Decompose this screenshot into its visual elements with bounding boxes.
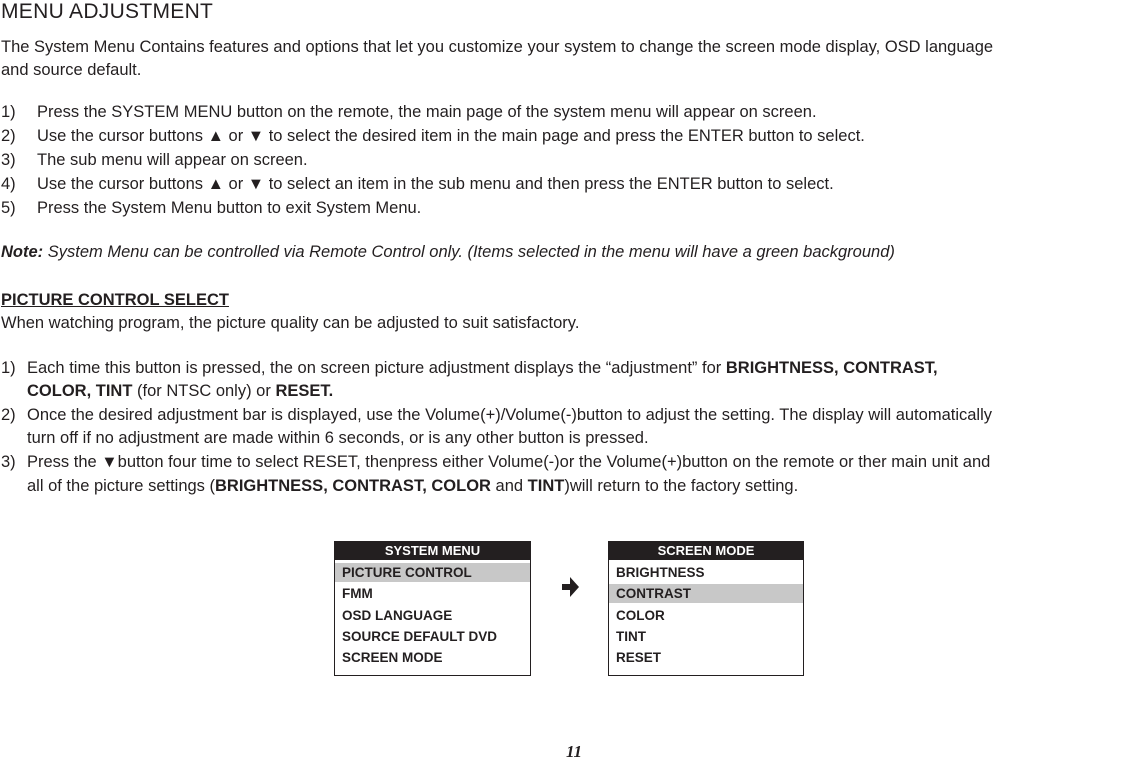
system-menu-header: SYSTEM MENU: [335, 542, 530, 560]
section-heading: PICTURE CONTROL SELECT: [1, 291, 229, 309]
picture-step-2: 2) Once the desired adjustment bar is displayed, use the Volume(+)/Volume(-)button to adjust the setting. The display will automatically: [1, 406, 993, 424]
step-2: 2) Use the cursor buttons ▲ or ▼ to select the desired item in the main page and press the ENTER button to select.: [1, 127, 865, 145]
screen-mode-item-color[interactable]: COLOR: [616, 608, 665, 623]
screen-mode-item-tint[interactable]: TINT: [616, 629, 646, 644]
step-3: [1, 150, 308, 170]
section-intro: When watching program, the picture quality can be adjusted to suit satisfactory.: [1, 314, 580, 332]
step-text: Press the System Menu button to exit System Menu.: [37, 199, 422, 217]
system-menu-item-picture-control[interactable]: PICTURE CONTROL: [335, 563, 530, 582]
screen-mode-item-brightness[interactable]: BRIGHTNESS: [616, 565, 705, 580]
step-number: 5): [1, 199, 16, 217]
step-1: [1, 102, 817, 122]
step-number: 2): [1, 127, 16, 145]
note: [1, 242, 895, 262]
down-arrow-icon: ▼: [247, 127, 265, 145]
picture-step-1: 1) Each time this button is pressed, the on screen picture adjustment displays the “adjustment” for BRIGHTNESS, CONTRAST,: [1, 359, 938, 377]
right-arrow-icon: [560, 575, 580, 599]
picture-step-2-cont: turn off if no adjustment are made within 6 seconds, or is any other button is pressed.: [27, 429, 649, 447]
note-label: Note:: [1, 243, 44, 261]
step-number: 1): [1, 103, 16, 121]
step-number: 4): [1, 175, 16, 193]
system-menu-panel: [334, 541, 531, 676]
screen-mode-panel: [608, 541, 804, 676]
step-text: The sub menu will appear on screen.: [37, 151, 308, 169]
intro-line-1: The System Menu Contains features and options that let you customize your system to change the screen mode display, OSD language: [1, 38, 994, 56]
screen-mode-header: SCREEN MODE: [609, 542, 803, 560]
picture-step-3-cont: all of the picture settings (BRIGHTNESS, CONTRAST, COLOR and TINT)will return to the factory setting.: [27, 477, 799, 495]
step-5: [1, 198, 422, 218]
up-arrow-icon: ▲: [207, 175, 224, 193]
step-number: 3): [1, 151, 16, 169]
screen-mode-item-contrast[interactable]: CONTRAST: [609, 584, 803, 603]
page-number: 11: [566, 742, 583, 761]
intro-line-2: and source default.: [1, 61, 142, 79]
step-4: 4) Use the cursor buttons ▲ or ▼ to select an item in the sub menu and then press the ENTER button to select.: [1, 175, 834, 193]
down-arrow-icon: ▼: [101, 453, 118, 471]
screen-mode-item-reset[interactable]: RESET: [616, 650, 662, 665]
picture-step-3: 3) Press the ▼button four time to select RESET, thenpress either Volume(-)or the Volume(+)button on the remote or ther main unit and: [1, 453, 991, 471]
down-arrow-icon: ▼: [247, 175, 265, 193]
system-menu-item-screen-mode[interactable]: SCREEN MODE: [342, 650, 443, 665]
system-menu-item-osd-language[interactable]: OSD LANGUAGE: [342, 608, 453, 623]
system-menu-item-fmm[interactable]: FMM: [342, 586, 373, 601]
up-arrow-icon: ▲: [207, 127, 224, 145]
system-menu-item-source-default[interactable]: SOURCE DEFAULT DVD: [342, 629, 498, 644]
note-text: System Menu can be controlled via Remote Control only. (Items selected in the menu will have a green background): [43, 243, 895, 261]
page-title: MENU ADJUSTMENT: [1, 0, 214, 23]
step-text: Press the SYSTEM MENU button on the remote, the main page of the system menu will appear on screen.: [37, 103, 817, 121]
picture-step-1-cont: COLOR, TINT (for NTSC only) or RESET.: [27, 382, 334, 400]
